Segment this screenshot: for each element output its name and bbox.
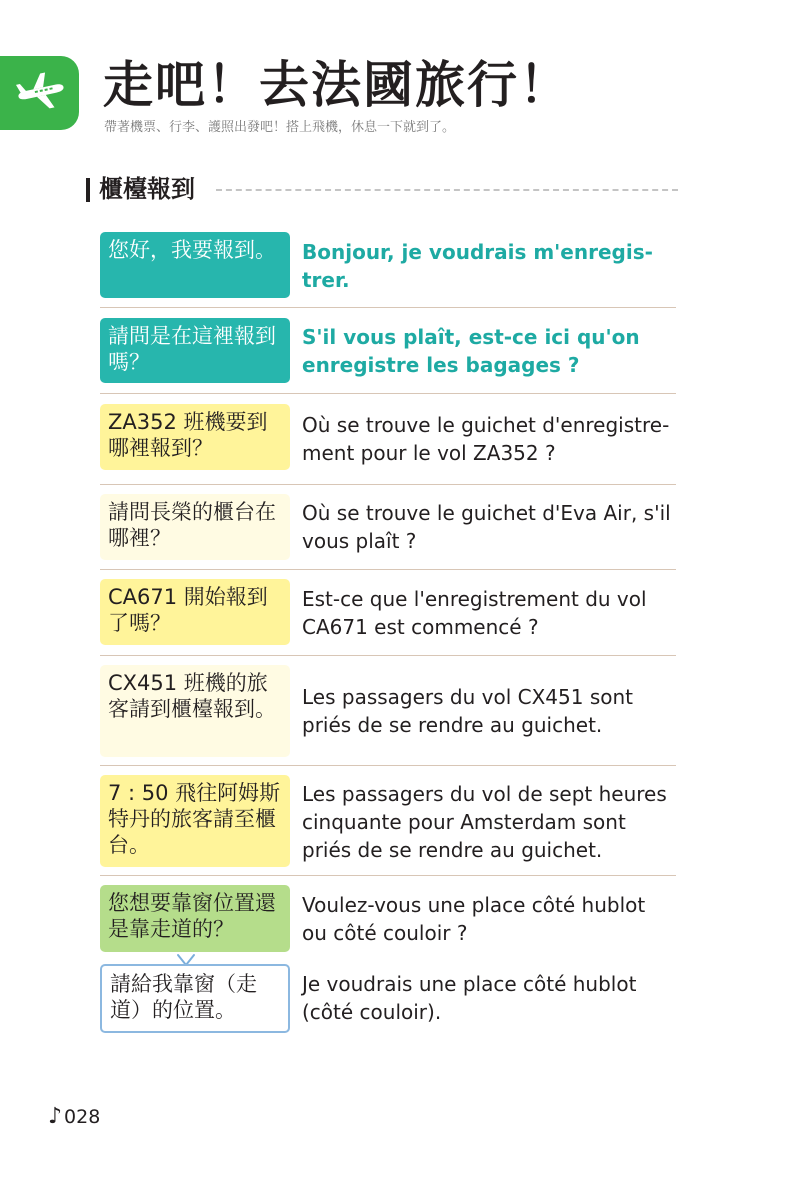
french-phrase: Où se trouve le guichet d'enregistre-ment pour le vol ZA352 ? (302, 413, 670, 465)
chinese-phrase: 請給我靠窗（走道）的位置。 (100, 964, 290, 1033)
chinese-phrase: 請問長榮的櫃台在哪裡？ (100, 494, 290, 560)
phrase-row (100, 485, 676, 570)
french-phrase: S'il vous plaît, est-ce ici qu'on enregistre les bagages ? (302, 325, 640, 377)
phrase-row (100, 394, 676, 485)
french-phrase: Les passagers du vol de sept heures cinquante pour Amsterdam sont priés de se rendre au guichet. (302, 782, 667, 862)
music-note-icon: ♪ (48, 1104, 63, 1129)
phrase-row (100, 308, 676, 394)
page-number (48, 1104, 100, 1129)
phrase-row (100, 964, 676, 1044)
phrase-row (100, 656, 676, 766)
chinese-phrase: 您想要靠窗位置還是靠走道的？ (100, 885, 290, 952)
chinese-phrase: CA671 開始報到了嗎？ (100, 579, 290, 645)
french-phrase: Voulez-vous une place côté hublot ou côté couloir ? (302, 893, 646, 945)
chinese-phrase: 您好，我要報到。 (100, 232, 290, 298)
phrase-list (100, 221, 676, 1044)
chinese-phrase: ZA352 班機要到哪裡報到？ (100, 404, 290, 470)
chinese-phrase: CX451 班機的旅客請到櫃檯報到。 (100, 665, 290, 757)
phrase-row (100, 221, 676, 308)
phrase-row (100, 766, 676, 876)
airplane-icon (14, 70, 66, 114)
french-phrase: Bonjour, je voudrais m'enregis-trer. (302, 240, 653, 292)
phrase-row (100, 570, 676, 656)
french-phrase: Je voudrais une place côté hublot (côté couloir). (302, 972, 637, 1024)
section-marker (86, 178, 90, 202)
chinese-phrase: 請問是在這裡報到嗎？ (100, 318, 290, 383)
chinese-phrase: 7 : 50 飛往阿姆斯特丹的旅客請至櫃台。 (100, 775, 290, 867)
chapter-tab (0, 56, 79, 130)
page-title: 走吧！去法國旅行！ (103, 56, 571, 114)
french-phrase: Où se trouve le guichet d'Eva Air, s'il vous plaît ? (302, 501, 671, 553)
page-number-text: 028 (64, 1106, 101, 1128)
french-phrase: Est-ce que l'enregistrement du vol CA671 est commencé ? (302, 587, 647, 639)
phrase-row (100, 876, 676, 964)
section-title: 櫃檯報到 (99, 175, 195, 203)
section-divider (216, 189, 678, 191)
french-phrase: Les passagers du vol CX451 sont priés de se rendre au guichet. (302, 685, 634, 737)
page-subtitle: 帶著機票、行李、護照出發吧！搭上飛機，休息一下就到了。 (104, 120, 456, 135)
